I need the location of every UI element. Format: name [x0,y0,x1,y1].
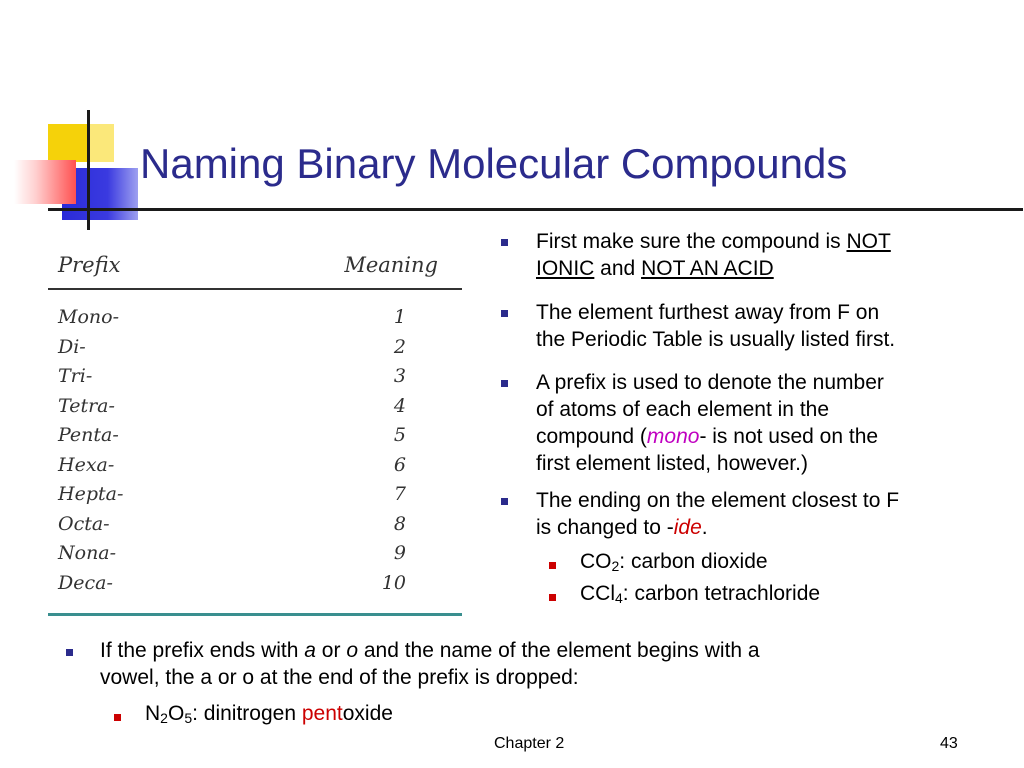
text: first element listed, however.) [536,452,808,475]
bullet-icon [66,649,73,656]
prefix-cell: Deca- [58,571,113,594]
sub-bullet-icon [114,714,121,721]
subscript: 4 [615,590,623,606]
logo-red-gradient [14,160,76,204]
text: is changed to - [536,516,674,539]
prefix-table [48,248,462,616]
table-row [48,511,462,541]
text: of atoms of each element in the [536,398,830,421]
prefix-cell: Octa- [58,512,110,535]
meaning-cell: 7 [393,483,406,505]
meaning-cell: 2 [393,335,406,358]
table-row [48,334,462,364]
text: : carbon dioxide [619,550,768,573]
text: oxide [342,702,393,725]
text: the Periodic Table is usually listed first. [536,328,896,351]
meaning-cell: 3 [393,365,406,387]
text: CCl [580,582,615,605]
text: - is not used on the [699,425,879,448]
text-ide: ide [673,516,702,539]
page-number: 43 [940,735,958,752]
prefix-cell: Tetra- [58,394,115,417]
bullet-icon [501,239,508,246]
sub-bullet-icon [549,562,556,569]
bullet-icon [501,498,508,505]
bullet-not-ionic [536,228,891,282]
text: A prefix is used to denote the number [536,371,884,394]
prefix-cell: Tri- [58,365,93,387]
logo-yellow-light-square [88,124,114,162]
text-not-an-acid: NOT AN ACID [641,257,774,280]
text: : carbon tetrachloride [622,582,821,605]
text: compound ( [536,425,647,448]
bullet-icon [501,310,508,317]
table-row [48,393,462,423]
table-row [48,304,462,334]
sub-bullet-icon [549,594,556,601]
subscript: 2 [611,558,620,574]
table-row [48,570,462,600]
meaning-cell: 9 [393,542,406,564]
meaning-cell: 4 [393,394,406,417]
example-co2 [580,548,768,575]
bullet-prefix-use [536,369,884,477]
prefix-cell: Mono- [58,306,119,328]
bullet-vowel-rule [100,637,760,691]
text: N [145,702,161,725]
bullet-ide-ending [536,487,899,541]
text: First make sure the compound is [536,230,847,253]
bullet-element-order [536,299,895,353]
example-n2o5 [145,700,393,727]
table-header [48,248,462,290]
logo-vertical-line [87,110,90,230]
text-pent: pent [301,702,343,725]
table-body [48,290,462,616]
text: If the prefix ends with [100,639,305,662]
prefix-cell: Nona- [58,542,117,564]
table-row [48,481,462,511]
header-meaning: Meaning [344,253,438,277]
prefix-cell: Hexa- [58,453,115,476]
table-row [48,452,462,482]
bullet-icon [501,380,508,387]
meaning-cell: 10 [381,571,406,594]
table-row [48,540,462,570]
text-o: o [346,639,358,662]
text: CO [580,550,612,573]
prefix-cell: Di- [58,335,86,358]
text-a: a [304,639,316,662]
text-mono: mono [646,425,700,448]
meaning-cell: 8 [393,512,406,535]
logo-yellow-square [48,124,88,162]
example-ccl4 [580,580,820,607]
text: . [701,516,708,539]
header-prefix: Prefix [58,253,121,277]
text: and the name of the element begins with a [358,639,760,662]
meaning-cell: 5 [393,424,406,446]
text: O [167,702,185,725]
text-not: NOT [846,230,891,253]
subscript: 2 [160,710,168,726]
meaning-cell: 6 [393,453,406,476]
title-underline [48,208,1023,211]
text: and [594,257,642,280]
prefix-cell: Hepta- [58,483,124,505]
slide-title: Naming Binary Molecular Compounds [140,140,848,187]
table-row [48,363,462,393]
text: The element furthest away from F on [536,301,880,324]
text: : dinitrogen [192,702,302,725]
text: or [315,639,347,662]
meaning-cell: 1 [393,306,406,328]
footer-chapter: Chapter 2 [494,735,565,752]
table-row [48,422,462,452]
subscript: 5 [184,710,193,726]
text-ionic: IONIC [536,257,595,280]
text: The ending on the element closest to F [536,489,900,512]
text: vowel, the a or o at the end of the prefix is dropped: [100,666,579,689]
prefix-cell: Penta- [58,424,119,446]
